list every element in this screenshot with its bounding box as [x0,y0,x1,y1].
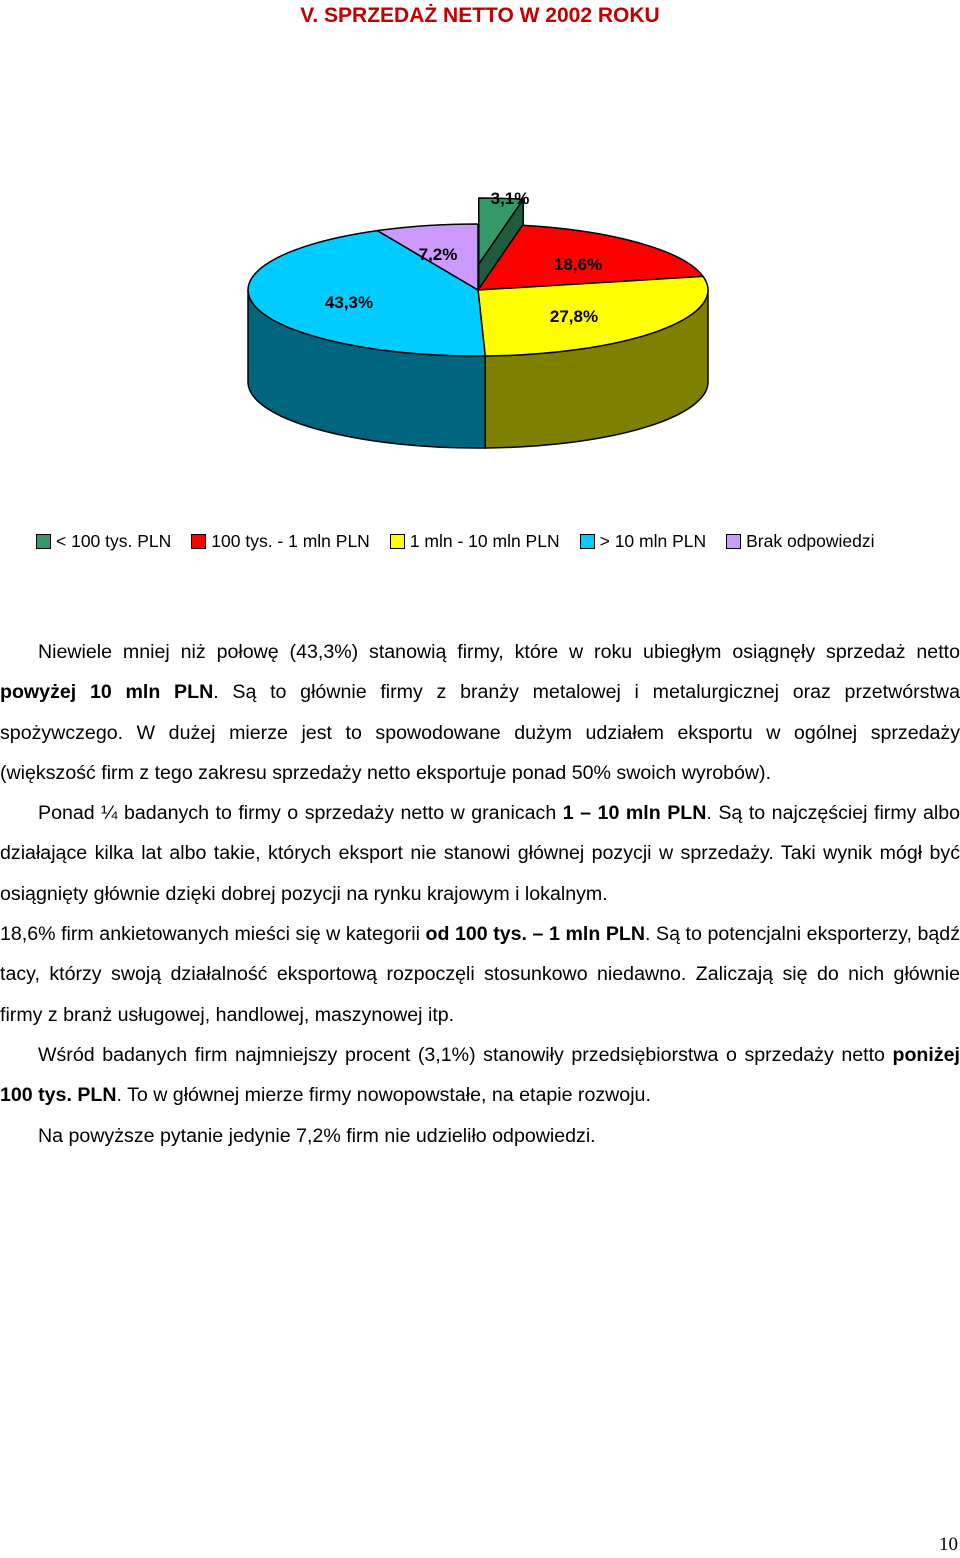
legend-swatch [580,534,595,549]
paragraph-1-10mln [0,793,960,914]
paragraph-below-100tys [0,1035,960,1116]
legend-label: < 100 tys. PLN [56,530,172,551]
paragraph-100tys-1mln [0,914,960,1035]
pie-slice-label: 27,8% [549,307,599,326]
paragraph-text: Ponad ¼ badanych to firmy o sprzedaży netto w granicach [38,802,563,825]
bold-phrase: od 100 tys. – 1 mln PLN [425,923,646,946]
legend-label: > 10 mln PLN [599,530,707,551]
paragraph-text: . Są to potencjalni eksporterzy, bądź tacy, którzy swoją działalność eksportową rozpoczęli stosunkowo niedawno. Zaliczają się do nich głównie firmy z branż usługowej, handlowej, maszynowej itp. [0,923,960,1026]
pie-slice-label: 43,3% [324,293,374,312]
legend-swatch [726,534,741,549]
legend-swatch [191,534,206,549]
legend-item [36,531,171,552]
pie-chart [0,180,960,480]
legend-item [191,531,370,552]
paragraph-text: Niewiele mniej niż połowę (43,3%) stanowią firmy, które w roku ubiegłym osiągnęły sprzedaż netto [38,641,960,663]
page-number: 10 [939,1534,958,1555]
legend-item [580,531,707,552]
paragraph-no-answer [0,1116,960,1156]
paragraph-text: . To w głównej mierze firmy nowopowstałe, na etapie rozwoju. [116,1084,651,1107]
paragraph-text: Wśród badanych firm najmniejszy procent (3,1%) stanowiły przedsiębiorstwa o sprzedaży netto [38,1043,893,1066]
pie-slice-label: 18,6% [553,255,603,274]
legend-swatch [390,534,405,549]
pie-slice-label: 3,1% [490,189,530,208]
page-title: V. SPRZEDAŻ NETTO W 2002 ROKU [300,4,660,27]
paragraph-over-10mln [0,632,960,793]
body-text [0,632,960,1156]
paragraph-text: Na powyższe pytanie jedynie 7,2% firm nie udzieliło odpowiedzi. [38,1124,596,1147]
legend-item [726,531,874,552]
pie-slice-label: 7,2% [418,245,458,264]
paragraph-text: . Są to najczęściej firmy albo działające kilka lat albo takie, których eksport nie stanowi głównej pozycji w sprzedaży. Taki wynik mógł być osiągnięty głównie dzięki dobrej pozycji na rynku krajowym i lokalnym. [0,802,960,905]
legend-swatch [36,534,51,549]
legend-label: 1 mln - 10 mln PLN [409,530,560,551]
paragraph-text: . Są to głównie firmy z branży metalowej i metalurgicznej oraz przetwórstwa spożywczego. W dużej mierze jest to spowodowane dużym udziałem eksportu w ogólnej sprzedaży (większość firm z tego zakresu sprzedaży netto eksportuje ponad 50% swoich wyrobów). [0,681,960,784]
bold-phrase: 1 – 10 mln PLN [562,802,707,825]
chart-legend [36,528,960,554]
legend-label: 100 tys. - 1 mln PLN [211,530,370,551]
bold-phrase: powyżej 10 mln PLN [0,681,214,704]
bold-phrase: poniżej 100 tys. PLN [0,1043,960,1107]
legend-label: Brak odpowiedzi [746,530,875,551]
paragraph-text: 18,6% firm ankietowanych mieści się w kategorii [0,923,426,946]
legend-item [390,531,560,552]
